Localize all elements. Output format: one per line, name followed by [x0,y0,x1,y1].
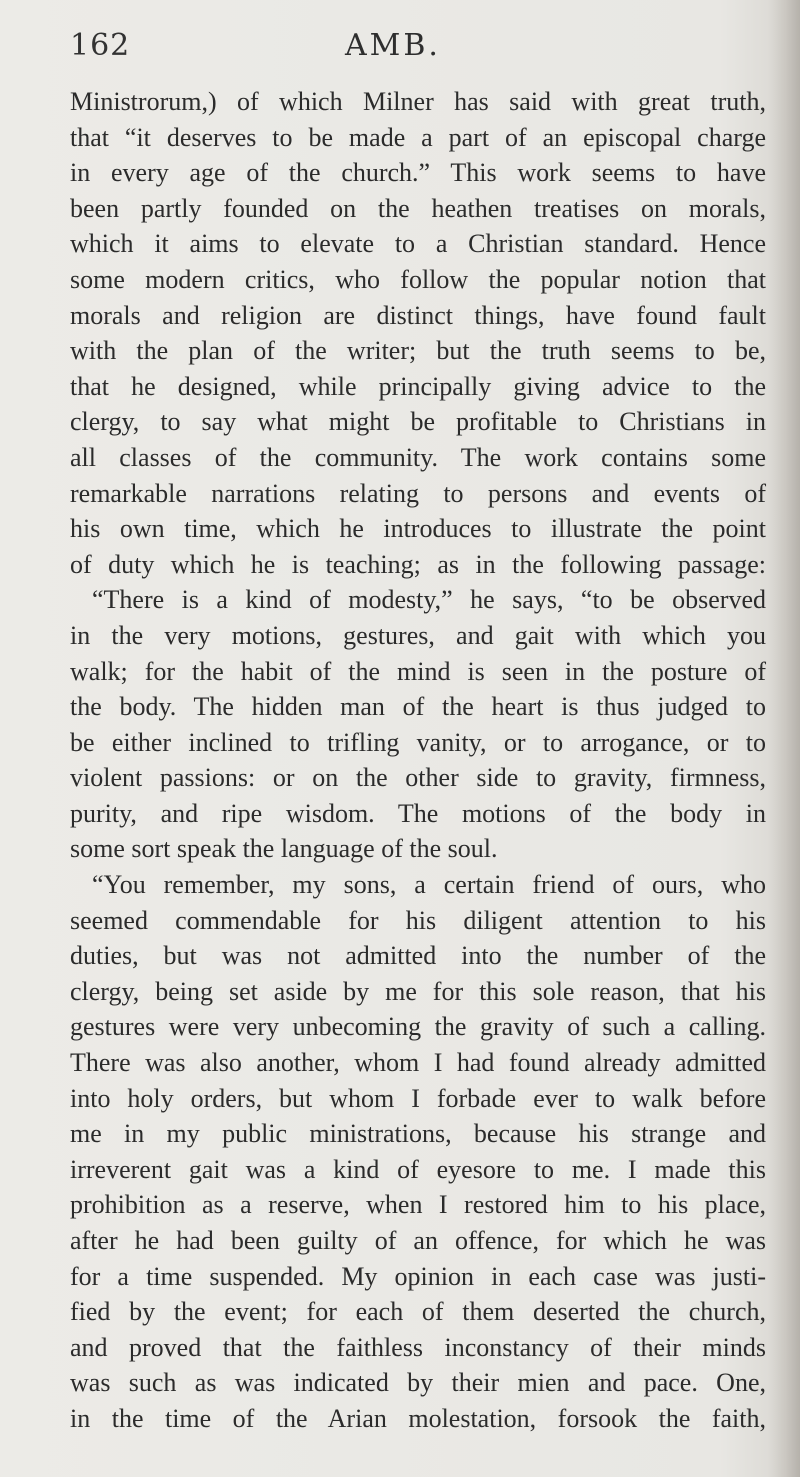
text-line: purity, and ripe wisdom. The motions of the body in [70,798,766,828]
text-line: irreverent gait was a kind of eyesore to me. I made this [70,1154,766,1184]
text-line: clergy, to say what might be profitable to Christians in [70,407,766,437]
text-line: be either inclined to trifling vanity, or to arrogance, or to [70,727,766,757]
text-line: prohibition as a reserve, when I restored him to his place, [70,1190,766,1220]
text-line: into holy orders, but whom I forbade ever to walk before [70,1083,766,1113]
text-line: “You remember, my sons, a certain friend of ours, who [92,870,766,900]
text-line: gestures were very unbecoming the gravity of such a calling. [70,1012,766,1042]
text-line: was such as was indicated by their mien and pace. One, [70,1368,766,1398]
text-line: for a time suspended. My opinion in each case was justi- [70,1261,766,1291]
text-line: in the very motions, gestures, and gait with which you [70,620,766,650]
text-line: morals and religion are distinct things, have found fault [70,300,766,330]
text-line: that he designed, while principally giving advice to the [70,371,766,401]
text-line: clergy, being set aside by me for this sole reason, that his [70,976,766,1006]
body-text [70,84,766,1437]
text-line: after he had been guilty of an offence, for which he was [70,1226,766,1255]
text-line: remarkable narrations relating to persons and events of [70,478,766,508]
text-line: and proved that the faithless inconstancy of their minds [70,1332,766,1362]
text-line: “There is a kind of modesty,” he says, “to be observed [92,585,766,615]
text-line: me in my public ministrations, because his strange and [70,1119,766,1149]
text-line: which it aims to elevate to a Christian standard. Hence [70,229,766,259]
running-head: AMB. [345,28,441,63]
text-line: fied by the event; for each of them deserted the church, [70,1297,766,1327]
text-line: in every age of the church.” This work seems to have [70,158,766,188]
text-line: Ministrorum,) of which Milner has said with great truth, [70,87,766,116]
text-line: his own time, which he introduces to illustrate the point [70,514,766,544]
text-line: all classes of the community. The work contains some [70,442,766,472]
text-line: been partly founded on the heathen treatises on morals, [70,193,766,223]
text-line: some modern critics, who follow the popular notion that [70,264,766,294]
page-header [70,28,770,68]
text-line: of duty which he is teaching; as in the following passage: [70,549,766,579]
text-line: in the time of the Arian molestation, forsook the faith, [70,1403,766,1433]
page-edge-shadow [768,0,800,1477]
text-line: walk; for the habit of the mind is seen in the posture of [70,656,766,686]
text-line: some sort speak the language of the soul. [70,834,498,864]
text-line: seemed commendable for his diligent attention to his [70,905,766,935]
text-line: There was also another, whom I had found already admitted [70,1048,766,1078]
text-line: duties, but was not admitted into the number of the [70,941,766,971]
text-line: with the plan of the writer; but the truth seems to be, [70,336,766,366]
text-line: violent passions: or on the other side to gravity, firmness, [70,763,766,793]
text-line: the body. The hidden man of the heart is thus judged to [70,692,766,722]
text-line: that “it deserves to be made a part of an episcopal charge [70,122,766,152]
page-number: 162 [70,28,131,63]
